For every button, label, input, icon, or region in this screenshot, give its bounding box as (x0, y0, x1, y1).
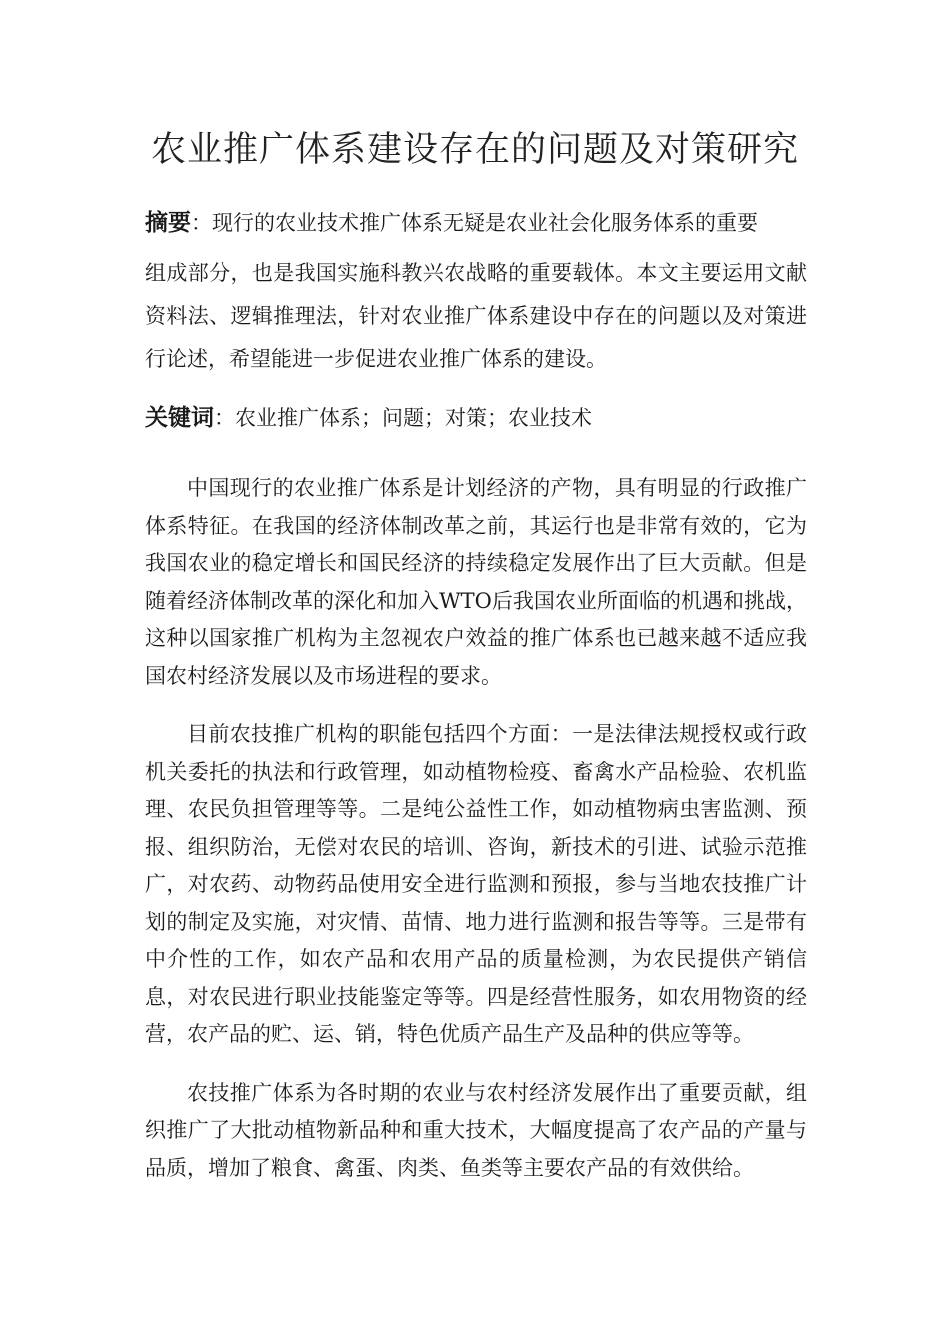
paragraph-3: 农技推广体系为各时期的农业与农村经济发展作出了重要贡献，组织推广了大批动植物新品种和重大技术，大幅度提高了农产品的产量与品质，增加了粮食、禽蛋、肉类、鱼类等主要农产品的有效供给。 (145, 1080, 807, 1180)
paragraph-2: 目前农技推广机构的职能包括四个方面：一是法律法规授权或行政机关委托的执法和行政管理，如动植物检疫、畜禽水产品检验、农机监理、农民负担管理等等。二是纯公益性工作，如动植物病虫害监测、预报、组织防治，无偿对农民的培训、咨询，新技术的引进、试验示范推广，对农药、动物药品使用安全进行监测和预报，参与当地农技推广计划的制定及实施，对灾情、苗情、地力进行监测和报告等等。三是带有中介性的工作，如农产品和农用产品的质量检测，为农民提供产销信息，对农民进行职业技能鉴定等等。四是经营性服务，如农用物资的经营，农产品的贮、运、销，特色优质产品生产及品种的供应等等。 (145, 722, 807, 1046)
body-text (145, 470, 807, 1208)
paragraph-1: 中国现行的农业推广体系是计划经济的产物，具有明显的行政推广体系特征。在我国的经济体制改革之前，其运行也是非常有效的，它为我国农业的稳定增长和国民经济的持续稳定发展作出了巨大贡献。但是随着经济体制改革的深化和加入WTO后我国农业所面临的机遇和挑战，这种以国家推广机构为主忽视农户效益的推广体系也已越来越不适应我国农村经济发展以及市场进程的要求。 (145, 476, 807, 688)
abstract-first-line (145, 200, 807, 252)
abstract-colon: ： (191, 211, 212, 235)
abstract-text: 组成部分，也是我国实施科教兴农战略的重要载体。本文主要运用文献资料法、逻辑推理法，针对农业推广体系建设中存在的问题以及对策进行论述，希望能进一步促进农业推广体系的建设。 (145, 261, 807, 371)
keywords-section (145, 398, 807, 438)
abstract-line-1: 现行的农业技术推广体系无疑是农业社会化服务体系的重要 (212, 211, 758, 235)
keywords-label: 关键词 (145, 405, 214, 431)
abstract-label: 摘要 (145, 210, 191, 236)
keywords-text: 农业推广体系；问题；对策；农业技术 (235, 406, 592, 430)
abstract-section (145, 200, 807, 381)
document-title: 农业推广体系建设存在的问题及对策研究 (150, 130, 799, 170)
keywords-colon: ： (214, 406, 235, 430)
